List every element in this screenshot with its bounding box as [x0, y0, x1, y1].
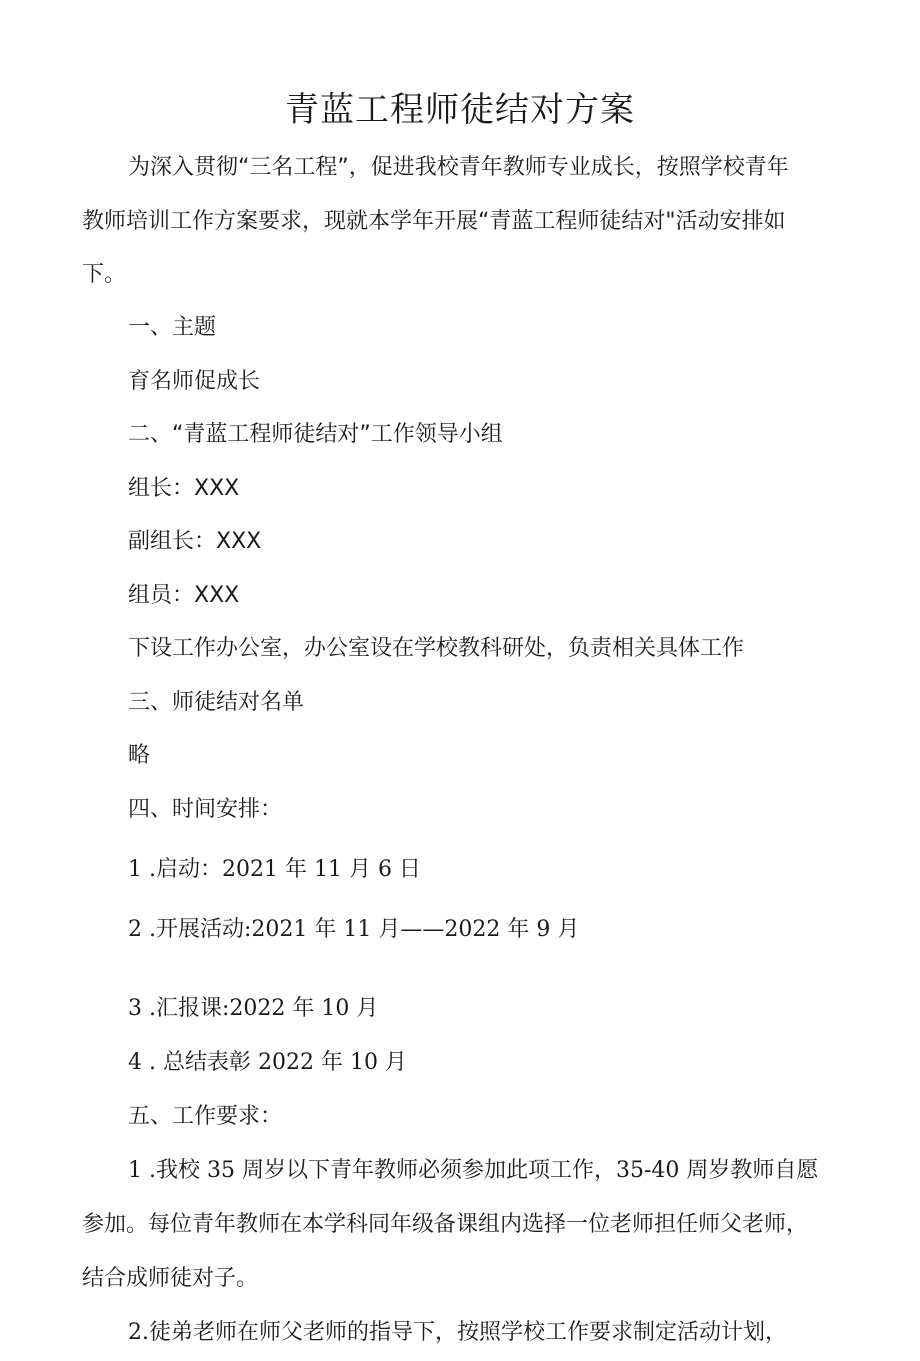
schedule-item: 4 . 总结表彰 2022 年 10 月 — [128, 1050, 407, 1075]
requirement-2-line-1: 2.徒弟老师在师父老师的指导下，按照学校工作要求制定活动计划， — [128, 1320, 787, 1345]
section-1-heading: 一、主题 — [128, 315, 217, 340]
group-members: 组员：XXX — [128, 583, 240, 608]
intro-line-1: 为深入贯彻“三名工程”，促进我校青年教师专业成长，按照学校青年 — [128, 155, 789, 180]
schedule-item: 3 .汇报课:2022 年 10 月 — [128, 996, 379, 1021]
section-3-content: 略 — [128, 743, 151, 768]
section-3-heading: 三、师徒结对名单 — [128, 690, 305, 715]
schedule-item: 2 .开展活动:2021 年 11 月——2022 年 9 月 — [128, 917, 580, 942]
requirement-1-line-2: 参加。每位青年教师在本学科同年级备课组内选择一位老师担任师父老师， — [82, 1212, 809, 1237]
section-2-heading: 二、“青蓝工程师徒结对”工作领导小组 — [128, 422, 503, 447]
section-1-content: 育名师促成长 — [128, 369, 261, 394]
intro-line-3: 下。 — [82, 262, 127, 287]
intro-line-2: 教师培训工作方案要求，现就本学年开展“青蓝工程师徒结对"活动安排如 — [82, 209, 786, 234]
requirement-1-line-1: 1 .我校 35 周岁以下青年教师必须参加此项工作，35-40 周岁教师自愿 — [128, 1158, 819, 1183]
requirement-1-line-3: 结合成师徒对子。 — [82, 1266, 259, 1291]
group-deputy: 副组长：XXX — [128, 529, 262, 554]
office-note: 下设工作办公室，办公室设在学校教科研处，负责相关具体工作 — [128, 636, 745, 661]
group-leader: 组长：XXX — [128, 476, 240, 501]
document-title: 青蓝工程师徒结对方案 — [285, 90, 635, 130]
section-4-heading: 四、时间安排： — [128, 797, 283, 822]
section-5-heading: 五、工作要求： — [128, 1104, 283, 1129]
schedule-item: 1 .启动：2021 年 11 月 6 日 — [128, 857, 421, 882]
